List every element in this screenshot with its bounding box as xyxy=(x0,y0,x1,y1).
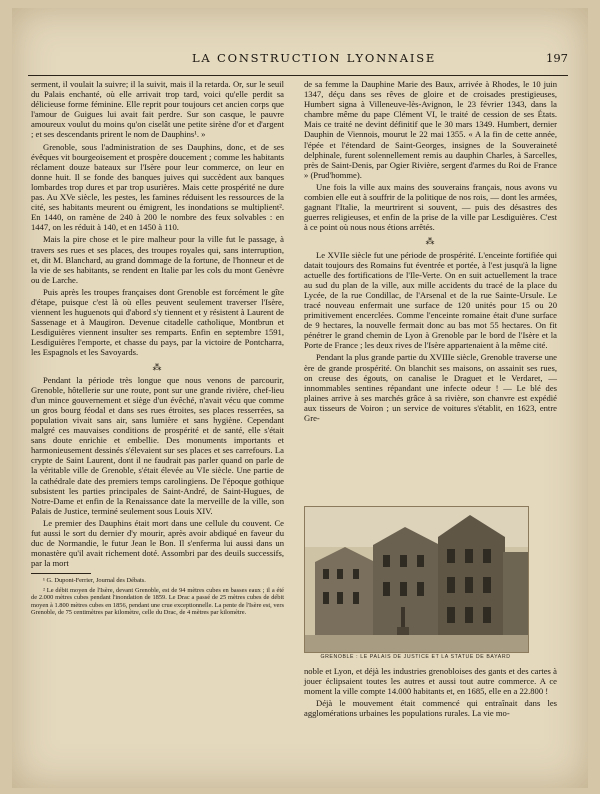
paragraph: Grenoble, sous l'administration de ses Dauphins, donc, et de ses évêques vit bourgeoisement et prospère doucement ; comme les habitants réclament douze bateaux sur l'Isère pour leur commerce, on leur en donne huit. Il se fonde des banques juives qui succèdent aux banques lombardes trop dures et par trop usurières. Mais cette prospérité ne dure pas. Au XVe siècle, les pestes, les famines réduisent les ressources de la cité, ses habitants meurent ou émigrent, les inondations se multiplient². En 1440, on ramène de 240 à 200 le nombre des feux solvables : en 1447, on les réduit à 140, et en 1450 à 110. xyxy=(31,141,284,233)
header-rule xyxy=(28,75,568,76)
figure-caption: GRENOBLE : LE PALAIS DE JUSTICE ET LA STATUE DE BAYARD xyxy=(320,654,511,660)
right-column-continuation xyxy=(304,666,557,720)
right-column xyxy=(304,79,557,425)
paragraph: noble et Lyon, et déjà les industries grenobloises des gants et des cartes à jouer éclipsaient toutes les autres et aussi tout autre commerce. A ce moment la ville compte 14.000 habitants et, en 1685, elle en a 22.800 ! xyxy=(304,666,557,697)
footnote-rule xyxy=(31,573,91,574)
paragraph: de sa femme la Dauphine Marie des Baux, arrivée à Rhodes, le 10 juin 1347, déçu dans ses rêves de gloire et de croisades prestigieuses, Humbert signa à Villeneuve-lès-Avignon, le 23 février 1343, dans la chambre même du pape Clément VI, le traité de cession de ses États. Mais ce traité ne devint définitif que le 30 mars 1349. Humbert, dernier Dauphin de Viennois, mourut le 22 mai 1355. « A la fin de cette année, l'épée et l'étendard de Saint-Georges, insignes de la Souveraineté delphinale, furent solennellement remis au dauphin Charles, à Sarcelles, près de Saint-Denis, par Ogier Rivière, sergent d'armes du Roi de France » (Prud'homme). xyxy=(304,79,557,180)
footnote: ¹ G. Dupont-Ferrier, Journal des Débats. xyxy=(43,577,146,585)
page-number: 197 xyxy=(546,51,568,65)
section-ornament: ⁂ xyxy=(425,236,436,247)
left-column xyxy=(31,79,284,618)
paragraph: Pendant la plus grande partie du XVIIIe siècle, Grenoble traverse une ère de grande prospérité. On blanchit ses maisons, on assainit ses rues, on creuse des égouts, on canalise le Draguet et le Verdaret, — innommables sentines répandant une infecte odeur ! — Le blé des plaines arrive à ses marchés grâce à sa rivière, son chanvre est expédié aux tisseurs de Voiron ; un service de voitures s'établit, en 1623, entre Gre- xyxy=(304,352,557,423)
paragraph: Le XVIIe siècle fut une période de prospérité. L'enceinte fortifiée qui datait toujours des Romains fut éventrée et portée, à l'est jusqu'à la ligne actuelle des fortifications de l'Ile-Verte. On en suit actuellement la trace au sud du plan de la ville, aux mille accidents du tracé de la place du Lycée, de la rue Condillac, de l'Arsenal et de la rue Sainte-Ursule. Le tracé nouveau enfermait une surface de 120 unités pour 15 ou 20 primitivement encerclées. Comme l'enceinte romaine était d'une surface de 9 hectares, la nouvelle fermait donc au bas mot 55 hectares. On fit pénétrer le grand chemin de Lyon à Grenoble par le bord de l'Isère et la Porte de France ; les deux rives de l'Isère appartenaient à la même cité. xyxy=(304,249,557,351)
section-ornament: ⁂ xyxy=(152,361,163,372)
paragraph: Le premier des Dauphins était mort dans une cellule du couvent. Ce fut aussi le sort du dernier d'y mourir, après avoir abdiqué en faveur du duc de Normandie, le futur Jean le Bon. Il s'enferma lui aussi dans un monastère qu'il avait richement doté. Assombri par des deuils successifs, par la mort xyxy=(31,517,284,569)
running-title: LA CONSTRUCTION LYONNAISE xyxy=(192,51,437,65)
paragraph: serment, il voulait la suivre; il la suivit, mais il la retarda. Or, sur le seuil du Palais enchanté, où elle arrivait trop tard, voici qu'elle perdit sa délicieuse forme féminine. Elle reprit pour toujours cet ancien corps que l'amour de Guigues lui avait fait perdre. Sur son casque, le pauvre amoureux voulut du moins qu'on ciselât une petite sirène d'or et d'argent ; et ses descendants prirent le nom de Dauphins¹. » xyxy=(31,79,284,140)
paragraph: Puis après les troupes françaises dont Grenoble est forcément le gîte d'étape, puisque c'est là où elles peuvent seulement traverser l'Isère, viennent les huguenots qui d'abord s'y tiennent et y résistent à Laurent de Sassenage et à Maugiron. Devenue citadelle catholique, Montbrun et Lesdiguières viennent insulter ses remparts. Enfin en septembre 1591, Lesdiguières l'emporte, et chasse du pays, par la victoire de Pontcharra, les Espagnols et les Savoyards. xyxy=(31,286,284,358)
paragraph: Mais la pire chose et le pire malheur pour la ville fut le passage, à travers ses rues et ses places, des troupes royales qui, sans interruption, et, dit M. Blanchard, au grand dommage de la fortune, de l'honneur et de la vie de ses habitants, se rendent en Italie par les cols du mont Genèvre ou de Larche. xyxy=(31,234,284,285)
paragraph: Une fois la ville aux mains des souverains français, nous avons vu combien elle eut à souffrir de la politique de nos rois, — dont les armées, gagnant l'Italie, la meurtrirent si souvent, — puis des désastres des guerres religieuses, et enfin de la prise de la ville par Lesdiguières. C'est à ce point où nous nous étions arrêtés. xyxy=(304,181,557,233)
footnote: ² Le débit moyen de l'Isère, devant Grenoble, est de 94 mètres cubes en basses eaux ; il a été de 2.000 mètres cubes pendant l'inondation de 1859. Le Drac a passé de 25 mètres cubes de débit moyen à 1.800 mètres cubes en 1856, pendant une crue exceptionnelle. La pente de l'Isère est, vers Grenoble, de 75 centimètres par kilomètre, celle du Drac, de 4 mètres par kilomètre. xyxy=(31,586,284,617)
building-illustration xyxy=(305,507,528,652)
paragraph: Déjà le mouvement était commencé qui entraînait dans les agglomérations urbaines les populations rurales. La vie mo- xyxy=(304,698,557,719)
paragraph: Pendant la période très longue que nous venons de parcourir, Grenoble, hôtellerie sur une route, pont sur une grande rivière, chef-lieu d'un mince gouvernement et siège d'un évêché, n'avait vécu que comme un gros bourg féodal et dans ses rues étroites, ses places resserrées, sa population vivait sans air, sans lumière et sans hygiène. Cependant malgré ces mauvaises conditions de prospérité et de santé, elle s'était sans doute enrichie et embellie. Des monuments importants et harmonieusement dessinés s'élevaient sur ses places et ses carrefours. La crypte de Saint Laurent, dont il ne faudrait pas parler quand on parle de la véritable ville de Grenoble, s'était élevée au VIe siècle. Une partie de la cathédrale date des premiers temps carolingiens. De l'époque gothique subsistent les parties principales de Saint-André, de Saint-Hugues, de Notre-Dame et enfin de la Renaissance date la merveille de la ville, son Palais de Justice, terminé seulement sous Louis XIV. xyxy=(31,374,284,516)
palais-de-justice-photo xyxy=(304,506,529,653)
